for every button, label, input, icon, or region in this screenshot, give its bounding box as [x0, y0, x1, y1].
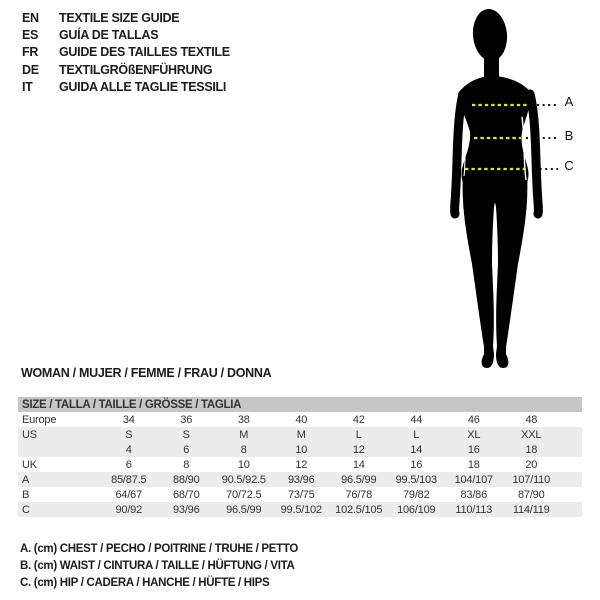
language-row	[22, 9, 230, 26]
size-cell: 73/75	[287, 488, 315, 501]
table-row	[18, 487, 582, 502]
size-cell: L	[413, 428, 420, 441]
size-cell: 114/119	[512, 503, 550, 516]
size-cell: 68/70	[172, 488, 200, 501]
row-label: B	[22, 488, 30, 501]
language-row	[22, 44, 230, 61]
size-cell: 102.5/105	[335, 503, 383, 516]
legend-line: A. (cm) CHEST / PECHO / POITRINE / TRUHE / PETTO	[20, 543, 299, 555]
size-cell: XXL	[521, 428, 542, 441]
measure-label-b: B	[564, 128, 574, 143]
size-cell: 36	[180, 413, 193, 426]
silhouette-left-arm	[455, 94, 463, 214]
row-label: A	[22, 473, 30, 486]
language-code: DE	[22, 62, 39, 77]
table-row	[18, 472, 582, 487]
size-cell: 8	[183, 458, 190, 471]
size-cell: L	[355, 428, 362, 441]
size-cell: 14	[352, 458, 365, 471]
size-cell: XL	[467, 428, 481, 441]
size-cell: 42	[352, 413, 365, 426]
size-cell: 76/78	[345, 488, 373, 501]
size-cell: 12	[352, 443, 365, 456]
size-cell: 70/72.5	[226, 488, 262, 501]
silhouette-torso	[458, 76, 532, 203]
size-cell: 107/110	[512, 473, 551, 486]
size-cell: 90/92	[115, 503, 143, 516]
size-cell: 83/86	[460, 488, 488, 501]
size-table	[18, 397, 582, 517]
language-label: GUÍA DE TALLAS	[59, 27, 159, 42]
size-cell: 12	[295, 458, 308, 471]
size-cell: 88/90	[172, 473, 200, 486]
measure-label-c: C	[564, 158, 574, 173]
section-title-woman: WOMAN / MUJER / FEMME / FRAU / DONNA	[21, 366, 272, 380]
row-label: US	[22, 428, 37, 441]
size-cell: 20	[525, 458, 538, 471]
size-table-body	[18, 412, 582, 517]
size-table-header: SIZE / TALLA / TAILLE / GRÖSSE / TAGLIA	[18, 397, 582, 412]
table-row	[18, 412, 582, 427]
size-cell: 38	[237, 413, 250, 426]
size-cell: 16	[410, 458, 423, 471]
size-cell: 6	[183, 443, 190, 456]
woman-silhouette	[430, 2, 575, 380]
language-label: GUIDE DES TAILLES TEXTILE	[59, 45, 230, 60]
size-cell: 110/113	[455, 503, 493, 516]
size-cell: S	[182, 428, 190, 441]
measure-label-a: A	[564, 94, 574, 109]
language-code: IT	[22, 79, 33, 94]
measure-legend	[20, 541, 298, 591]
size-cell: 46	[467, 413, 480, 426]
table-row	[18, 502, 582, 517]
size-cell: 85/87.5	[111, 473, 147, 486]
size-cell: 79/82	[402, 488, 430, 501]
table-row	[18, 427, 582, 442]
size-cell: 96.5/99	[226, 503, 262, 516]
size-cell: 44	[410, 413, 423, 426]
size-cell: 4	[125, 443, 132, 456]
size-cell: 14	[410, 443, 423, 456]
language-code: FR	[22, 45, 39, 60]
language-row	[22, 78, 230, 95]
size-cell: 8	[240, 443, 247, 456]
size-cell: 6	[125, 458, 132, 471]
row-label: Europe	[22, 413, 57, 426]
size-cell: 99.5/102	[280, 503, 322, 516]
silhouette-left-leg	[463, 174, 495, 368]
size-cell: 18	[467, 458, 480, 471]
language-label: GUIDA ALLE TAGLIE TESSILI	[59, 79, 227, 94]
silhouette-right-leg	[495, 174, 527, 368]
size-cell: 10	[237, 458, 250, 471]
size-cell: 64/67	[115, 488, 143, 501]
language-code: ES	[22, 27, 39, 42]
language-row	[22, 61, 230, 78]
legend-line: B. (cm) WAIST / CINTURA / TAILLE / HÜFTUNG / VITA	[20, 559, 295, 572]
language-label: TEXTILGRÖßENFÜHRUNG	[59, 62, 213, 77]
size-cell: 16	[467, 443, 480, 456]
size-cell: 87/90	[517, 488, 545, 501]
size-cell: 99.5/103	[395, 473, 437, 486]
size-cell: 34	[122, 413, 135, 426]
row-label: UK	[22, 458, 37, 471]
size-cell: 18	[525, 443, 538, 456]
silhouette-right-arm	[530, 94, 538, 214]
language-list	[22, 9, 230, 95]
table-row	[18, 457, 582, 472]
size-cell: 96.5/99	[341, 473, 377, 486]
language-code: EN	[22, 10, 39, 25]
size-cell: 93/96	[287, 473, 315, 486]
size-cell: 106/109	[397, 503, 436, 516]
size-cell: M	[296, 428, 306, 441]
size-cell: 10	[295, 443, 308, 456]
size-cell: 104/107	[454, 473, 493, 486]
table-row	[18, 442, 582, 457]
size-cell: 93/96	[172, 503, 200, 516]
language-row	[22, 26, 230, 43]
size-cell: 48	[525, 413, 538, 426]
size-cell: S	[125, 428, 133, 441]
legend-line: C. (cm) HIP / CADERA / HANCHE / HÜFTE / HIPS	[20, 576, 270, 589]
row-label: C	[22, 503, 30, 516]
size-cell: 90.5/92.5	[221, 473, 266, 486]
language-label: TEXTILE SIZE GUIDE	[59, 10, 180, 25]
size-cell: M	[239, 428, 249, 441]
size-cell: 40	[295, 413, 308, 426]
